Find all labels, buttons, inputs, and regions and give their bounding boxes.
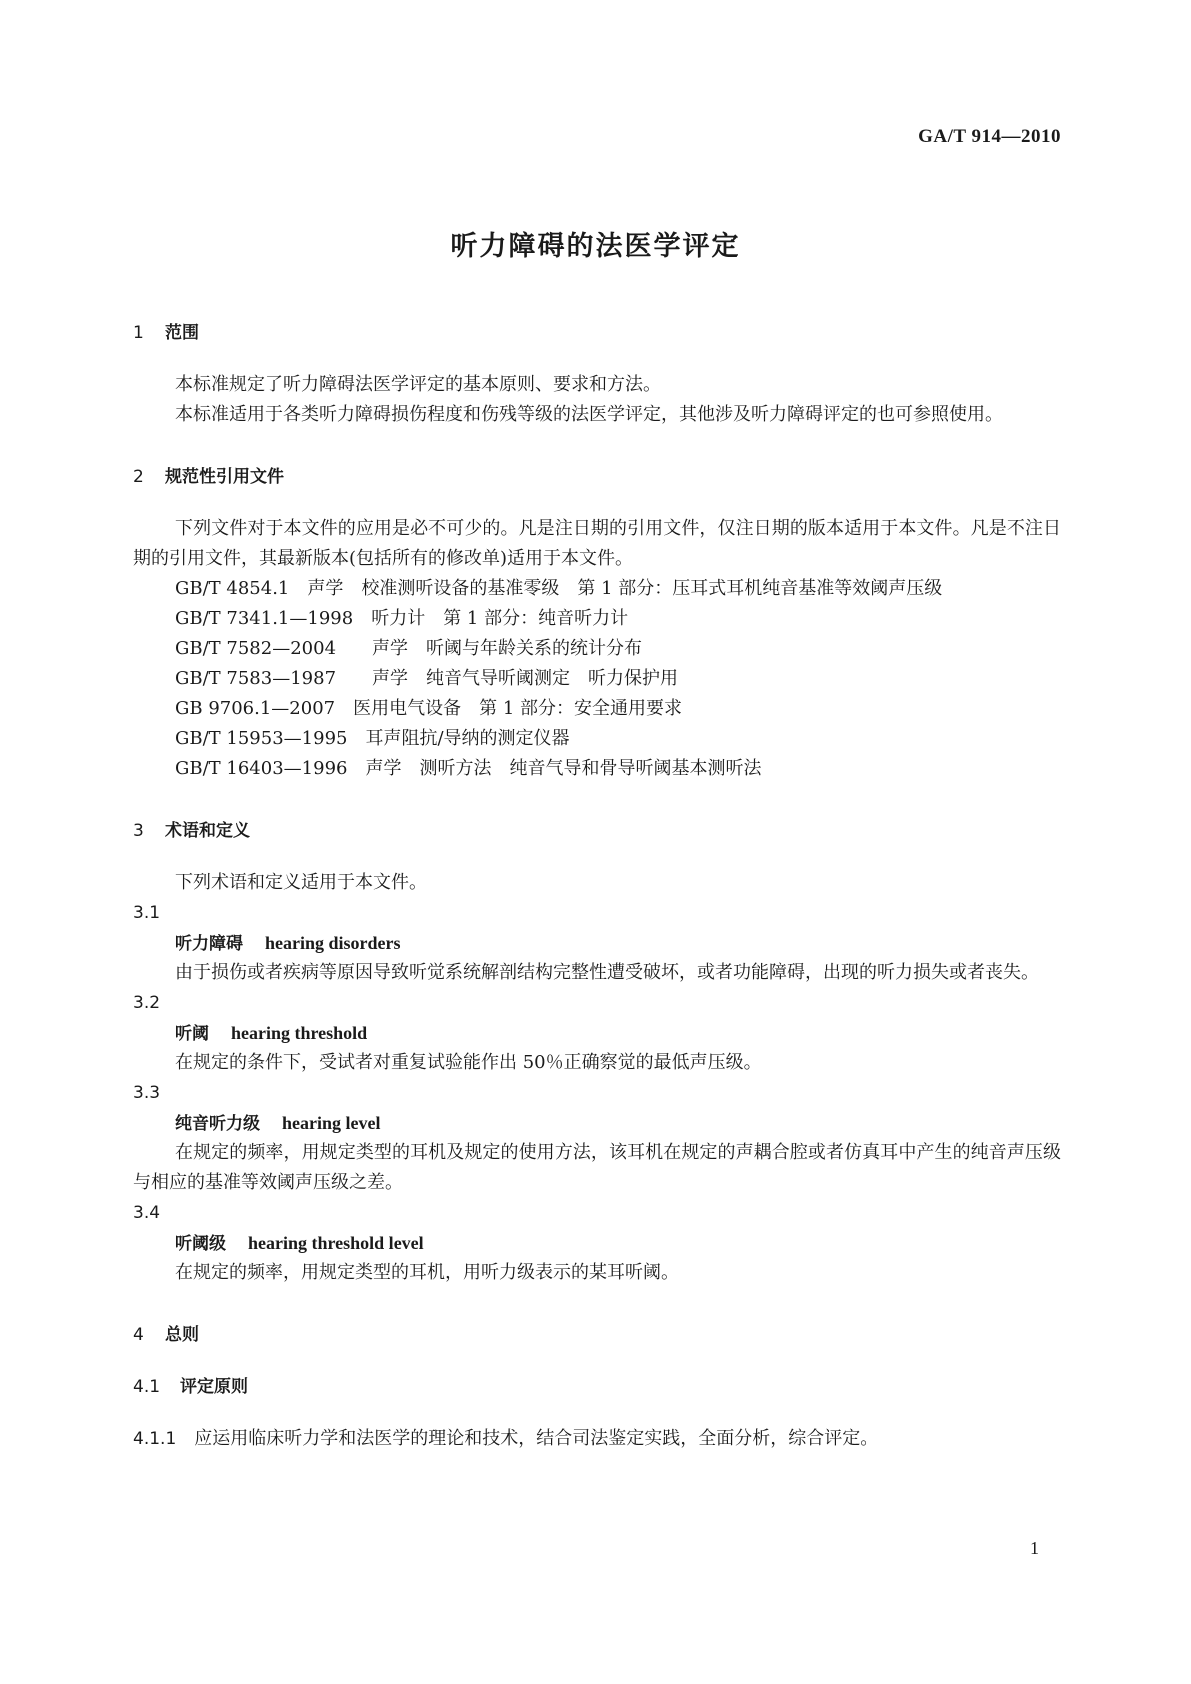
document-body <box>133 318 1061 1454</box>
section-4-heading <box>133 1320 1061 1350</box>
section-1-heading <box>133 318 1061 348</box>
section-number: 4 <box>133 1325 144 1345</box>
section-number: 3 <box>133 821 144 841</box>
term-number: 3.3 <box>133 1083 161 1103</box>
term-number: 3.4 <box>133 1203 161 1223</box>
reference-item: GB/T 16403—1996 声学 测听方法 纯音气导和骨导听阈基本测听法 <box>175 758 762 779</box>
section-3-heading <box>133 816 1061 846</box>
subsection-number: 4.1 <box>133 1377 161 1397</box>
term-en: hearing threshold level <box>248 1233 424 1253</box>
term-zh: 纯音听力级 <box>175 1114 260 1134</box>
term-definition: 在规定的频率，用规定类型的耳机，用听力级表示的某耳听阈。 <box>175 1262 679 1283</box>
page-number: 1 <box>1030 1538 1039 1558</box>
reference-item: GB/T 7583—1987 声学 纯音气导听阈测定 听力保护用 <box>175 668 679 689</box>
reference-item: GB/T 15953—1995 耳声阻抗/导纳的测定仪器 <box>175 728 570 749</box>
term-en: hearing threshold <box>231 1023 368 1043</box>
paragraph: 本标准适用于各类听力障碍损伤程度和伤残等级的法医学评定，其他涉及听力障碍评定的也可参照使用。 <box>175 404 1003 425</box>
term-zh: 听阈级 <box>175 1234 226 1254</box>
term-en: hearing disorders <box>265 933 401 953</box>
clause-4-1-1 <box>133 1424 1061 1454</box>
subsection-4-1-heading <box>133 1372 1061 1402</box>
paragraph: 下列术语和定义适用于本文件。 <box>175 872 427 893</box>
term-zh: 听阈 <box>175 1024 209 1044</box>
paragraph: 下列文件对于本文件的应用是必不可少的。凡是注日期的引用文件，仅注日期的版本适用于本文件。凡是不注日期的引用文件，其最新版本(包括所有的修改单)适用于本文件。 <box>133 518 1061 569</box>
clause-text: 应运用临床听力学和法医学的理论和技术，结合司法鉴定实践，全面分析，综合评定。 <box>194 1428 879 1449</box>
standard-code: GA/T 914—2010 <box>918 126 1061 147</box>
paragraph: 本标准规定了听力障碍法医学评定的基本原则、要求和方法。 <box>175 374 661 395</box>
term-definition: 在规定的频率，用规定类型的耳机及规定的使用方法，该耳机在规定的声耦合腔或者仿真耳中产生的纯音声压级与相应的基准等效阈声压级之差。 <box>133 1142 1061 1193</box>
section-2-heading <box>133 462 1061 492</box>
document-title: 听力障碍的法医学评定 <box>450 231 741 262</box>
term-heading <box>133 1018 1061 1048</box>
section-title: 范围 <box>165 323 199 343</box>
term-heading <box>133 1228 1061 1258</box>
term-definition: 在规定的条件下，受试者对重复试验能作出 50％正确察觉的最低声压级。 <box>175 1052 762 1073</box>
term-number: 3.2 <box>133 993 161 1013</box>
section-number: 1 <box>133 323 144 343</box>
reference-item: GB/T 7582—2004 声学 听阈与年龄关系的统计分布 <box>175 638 643 659</box>
reference-item: GB/T 4854.1 声学 校准测听设备的基准零级 第 1 部分：压耳式耳机纯音基准等效阈声压级 <box>175 578 943 599</box>
term-heading <box>133 1108 1061 1138</box>
term-en: hearing level <box>282 1113 381 1133</box>
clause-number: 4.1.1 <box>133 1429 177 1449</box>
term-zh: 听力障碍 <box>175 934 243 954</box>
term-number: 3.1 <box>133 903 161 923</box>
term-heading <box>133 928 1061 958</box>
section-title: 规范性引用文件 <box>165 467 284 487</box>
term-definition: 由于损伤或者疾病等原因导致听觉系统解剖结构完整性遭受破坏，或者功能障碍，出现的听力损失或者丧失。 <box>175 962 1039 983</box>
section-title: 术语和定义 <box>165 821 250 841</box>
subsection-title: 评定原则 <box>180 1377 249 1397</box>
section-title: 总则 <box>165 1325 199 1345</box>
section-number: 2 <box>133 467 144 487</box>
reference-item: GB 9706.1—2007 医用电气设备 第 1 部分：安全通用要求 <box>175 698 683 719</box>
reference-item: GB/T 7341.1—1998 听力计 第 1 部分：纯音听力计 <box>175 608 629 629</box>
